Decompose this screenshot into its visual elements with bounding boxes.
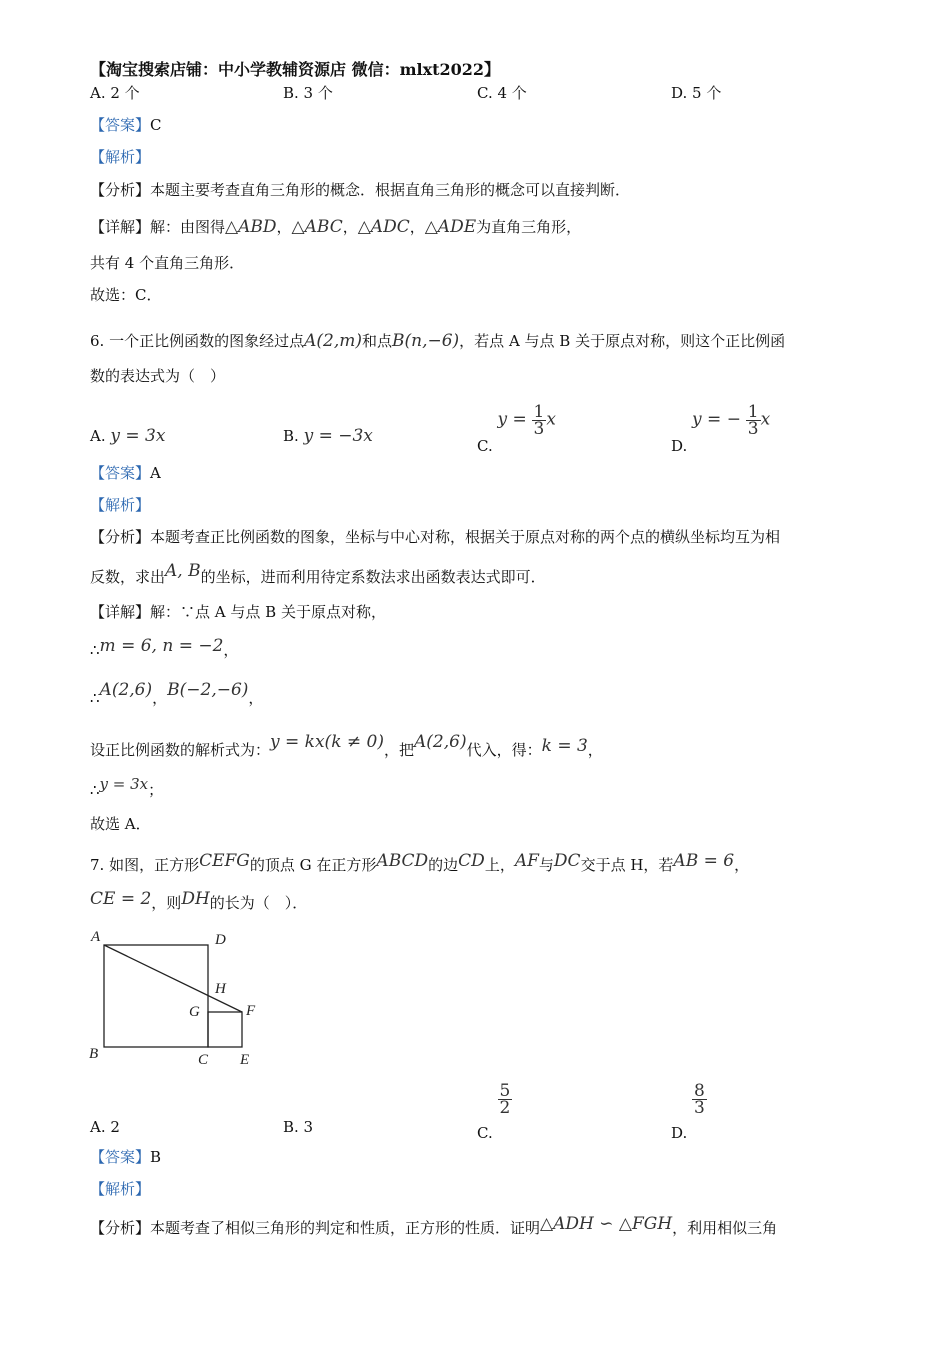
q7-option-b: B. 3 (283, 1118, 314, 1136)
analysis-text: 本题主要考查直角三角形的概念．根据直角三角形的概念可以直接判断． (150, 181, 631, 199)
denominator: 2 (499, 1098, 511, 1118)
stem-text: ，则 (151, 894, 182, 912)
q7-jiexi (90, 1179, 150, 1199)
stem-text: 7. 如图，正方形 (90, 856, 200, 874)
semicolon: ； (148, 781, 164, 799)
detail-text: 解：∵点 A 与点 B 关于原点对称， (150, 603, 386, 621)
stem-text: 与 (538, 856, 554, 874)
q6-option-c (477, 402, 556, 455)
option-math: y = (497, 409, 527, 430)
jiexi-tag: 【解析】 (90, 496, 151, 514)
fraction (692, 1083, 707, 1116)
math-af: AF (514, 851, 539, 871)
option-label: B. (283, 427, 299, 445)
q6-choose: 故选 A． (90, 815, 151, 833)
q5-jiexi (90, 147, 150, 167)
answer-value: B (150, 1148, 162, 1166)
q6-detail-line2 (90, 636, 239, 660)
option-math: x (546, 409, 556, 430)
stem-text: 的顶点 G 在正方形 (249, 856, 377, 874)
line-af (104, 945, 242, 1012)
q5-detail (90, 217, 581, 237)
stem-text: 的长为（ ）． (209, 894, 308, 912)
math-point-b: B(−2,−6) (167, 680, 249, 700)
q7-answer (90, 1147, 161, 1167)
q5-option-d: D. 5 个 (671, 84, 722, 102)
answer-tag: 【答案】 (90, 1148, 151, 1166)
math-dc: DC (553, 851, 581, 871)
square-cefg (208, 1012, 242, 1047)
point-a: A(2,m) (304, 331, 362, 351)
label-h: H (215, 981, 226, 997)
analysis-tag: 【分析】 (90, 1219, 151, 1237)
stem-text: 交于点 H，若 (580, 856, 674, 874)
answer-tag: 【答案】 (90, 116, 151, 134)
q6-analysis-line1 (90, 527, 780, 547)
numerator: 8 (694, 1081, 705, 1101)
q6-detail-line5 (90, 775, 164, 800)
detail-suffix: 为直角三角形， (476, 218, 582, 236)
denominator: 3 (533, 419, 545, 439)
math-cefg: CEFG (199, 851, 250, 871)
q5-analysis (90, 180, 630, 200)
sep: ， (276, 218, 292, 236)
fraction (746, 404, 761, 437)
stem-text: ， (734, 856, 750, 874)
comma: ， (152, 689, 168, 707)
denominator: 3 (694, 1098, 705, 1118)
option-math: y = 3x (110, 426, 166, 446)
comma: ， (587, 741, 603, 759)
math-cd: CD (458, 851, 485, 871)
option-math: x (760, 409, 771, 430)
fraction (498, 1083, 513, 1116)
stem-text: 6. 一个正比例函数的图象经过点 (90, 332, 305, 350)
q5-answer (90, 115, 162, 135)
analysis-text: ，利用相似三角 (672, 1219, 778, 1237)
triangle-adc: △ADC (357, 217, 410, 237)
q6-stem-line1 (90, 331, 785, 351)
math-abcd: ABCD (376, 851, 429, 871)
analysis-tag: 【分析】 (90, 528, 151, 546)
detail-text: 解：由图得 (150, 218, 226, 236)
label-f: F (246, 1003, 256, 1019)
detail-tag: 【详解】 (90, 218, 151, 236)
label-g: G (189, 1004, 200, 1020)
geometry-figure (85, 925, 265, 1070)
q7-stem-line2 (90, 889, 308, 913)
answer-value: C (150, 116, 162, 134)
q6-jiexi (90, 495, 150, 515)
point-b: B(n,−6) (392, 331, 460, 351)
detail-text: 代入，得： (466, 741, 542, 759)
label-c: C (198, 1052, 209, 1068)
stem-text: 和点 (361, 332, 392, 350)
square-abcd (104, 945, 208, 1047)
q7-option-a: A. 2 (90, 1118, 120, 1136)
analysis-text: 本题考查了相似三角形的判定和性质，正方形的性质．证明 (150, 1219, 541, 1237)
math-result: y = 3x (99, 775, 149, 793)
numerator: 1 (747, 402, 759, 422)
q6-detail-line4 (90, 732, 603, 760)
answer-value: A (150, 464, 161, 482)
jiexi-tag: 【解析】 (90, 1180, 151, 1198)
sep: ， (409, 218, 425, 236)
math-point-a: A(2,6) (99, 680, 153, 700)
option-label: D. (671, 1123, 688, 1142)
jiexi-tag: 【解析】 (90, 148, 151, 166)
comma: ， (223, 641, 239, 659)
q6-detail-line1 (90, 602, 386, 622)
q7-option-c (477, 1081, 512, 1142)
q6-option-d (671, 402, 771, 455)
math-dh: DH (181, 889, 210, 909)
option-math: y = −3x (303, 426, 373, 446)
q7-option-d (671, 1081, 707, 1142)
fraction (532, 404, 547, 437)
option-label: C. (477, 1123, 493, 1142)
math-ab: A, B (165, 561, 201, 581)
analysis-text: 的坐标，进而利用待定系数法求出函数表达式即可． (200, 568, 546, 586)
detail-text: 设正比例函数的解析式为： (90, 741, 271, 759)
analysis-text: 反数，求出 (90, 568, 166, 586)
numerator: 5 (499, 1081, 511, 1101)
q6-detail-line3 (90, 680, 264, 708)
q6-stem-line2: 数的表达式为（ ） (90, 367, 226, 385)
math-point-a: A(2,6) (414, 732, 467, 752)
math-ab-6: AB = 6 (673, 851, 735, 871)
therefore-symbol: ∴ (90, 641, 100, 659)
q5-option-a: A. 2 个 (90, 84, 140, 102)
q6-option-a (90, 426, 165, 446)
q5-option-b: B. 3 个 (283, 84, 333, 102)
triangle-ade: △ADE (424, 217, 477, 237)
answer-tag: 【答案】 (90, 464, 151, 482)
comma: ， (248, 689, 264, 707)
q7-stem-line1 (90, 851, 750, 875)
stem-text: 的边 (428, 856, 459, 874)
therefore-symbol: ∴ (90, 781, 100, 799)
q5-choose: 故选：C． (90, 286, 162, 304)
label-b: B (89, 1046, 99, 1062)
denominator: 3 (747, 419, 759, 439)
option-label: A. (90, 427, 106, 445)
label-e: E (240, 1052, 250, 1068)
math-mn: m = 6, n = −2 (99, 636, 224, 656)
analysis-text: 本题考查正比例函数的图象，坐标与中心对称，根据关于原点对称的两个点的横纵坐标均互为相 (150, 528, 781, 546)
sep: ， (342, 218, 358, 236)
math-similar-triangles: △ADH ∽ △FGH (540, 1214, 673, 1234)
stem-text: ，若点 A 与点 B 关于原点对称，则这个正比例函 (459, 332, 786, 350)
label-d: D (215, 932, 226, 948)
q5-count: 共有 4 个直角三角形． (90, 254, 245, 272)
numerator: 1 (533, 402, 545, 422)
detail-text: ，把 (384, 741, 415, 759)
math-y-kx: y = kx(k ≠ 0) (270, 732, 384, 752)
option-label: D. (671, 436, 688, 455)
triangle-abd: △ABD (225, 217, 277, 237)
detail-tag: 【详解】 (90, 603, 151, 621)
analysis-tag: 【分析】 (90, 181, 151, 199)
stem-text: 上， (484, 856, 515, 874)
label-a: A (91, 929, 101, 945)
math-ce-2: CE = 2 (90, 889, 152, 909)
q6-analysis-line2 (90, 561, 546, 587)
page-header: 【淘宝搜索店铺：中小学教辅资源店 微信：mlxt2022】 (90, 60, 501, 79)
triangle-abc: △ABC (291, 217, 343, 237)
q6-option-b (283, 426, 373, 446)
therefore-symbol: ∴ (90, 689, 100, 707)
option-label: C. (477, 436, 493, 455)
q6-answer (90, 463, 161, 483)
q7-analysis (90, 1214, 778, 1238)
q5-option-c: C. 4 个 (477, 84, 527, 102)
math-k: k = 3 (541, 736, 588, 756)
option-math: y = − (692, 409, 741, 430)
